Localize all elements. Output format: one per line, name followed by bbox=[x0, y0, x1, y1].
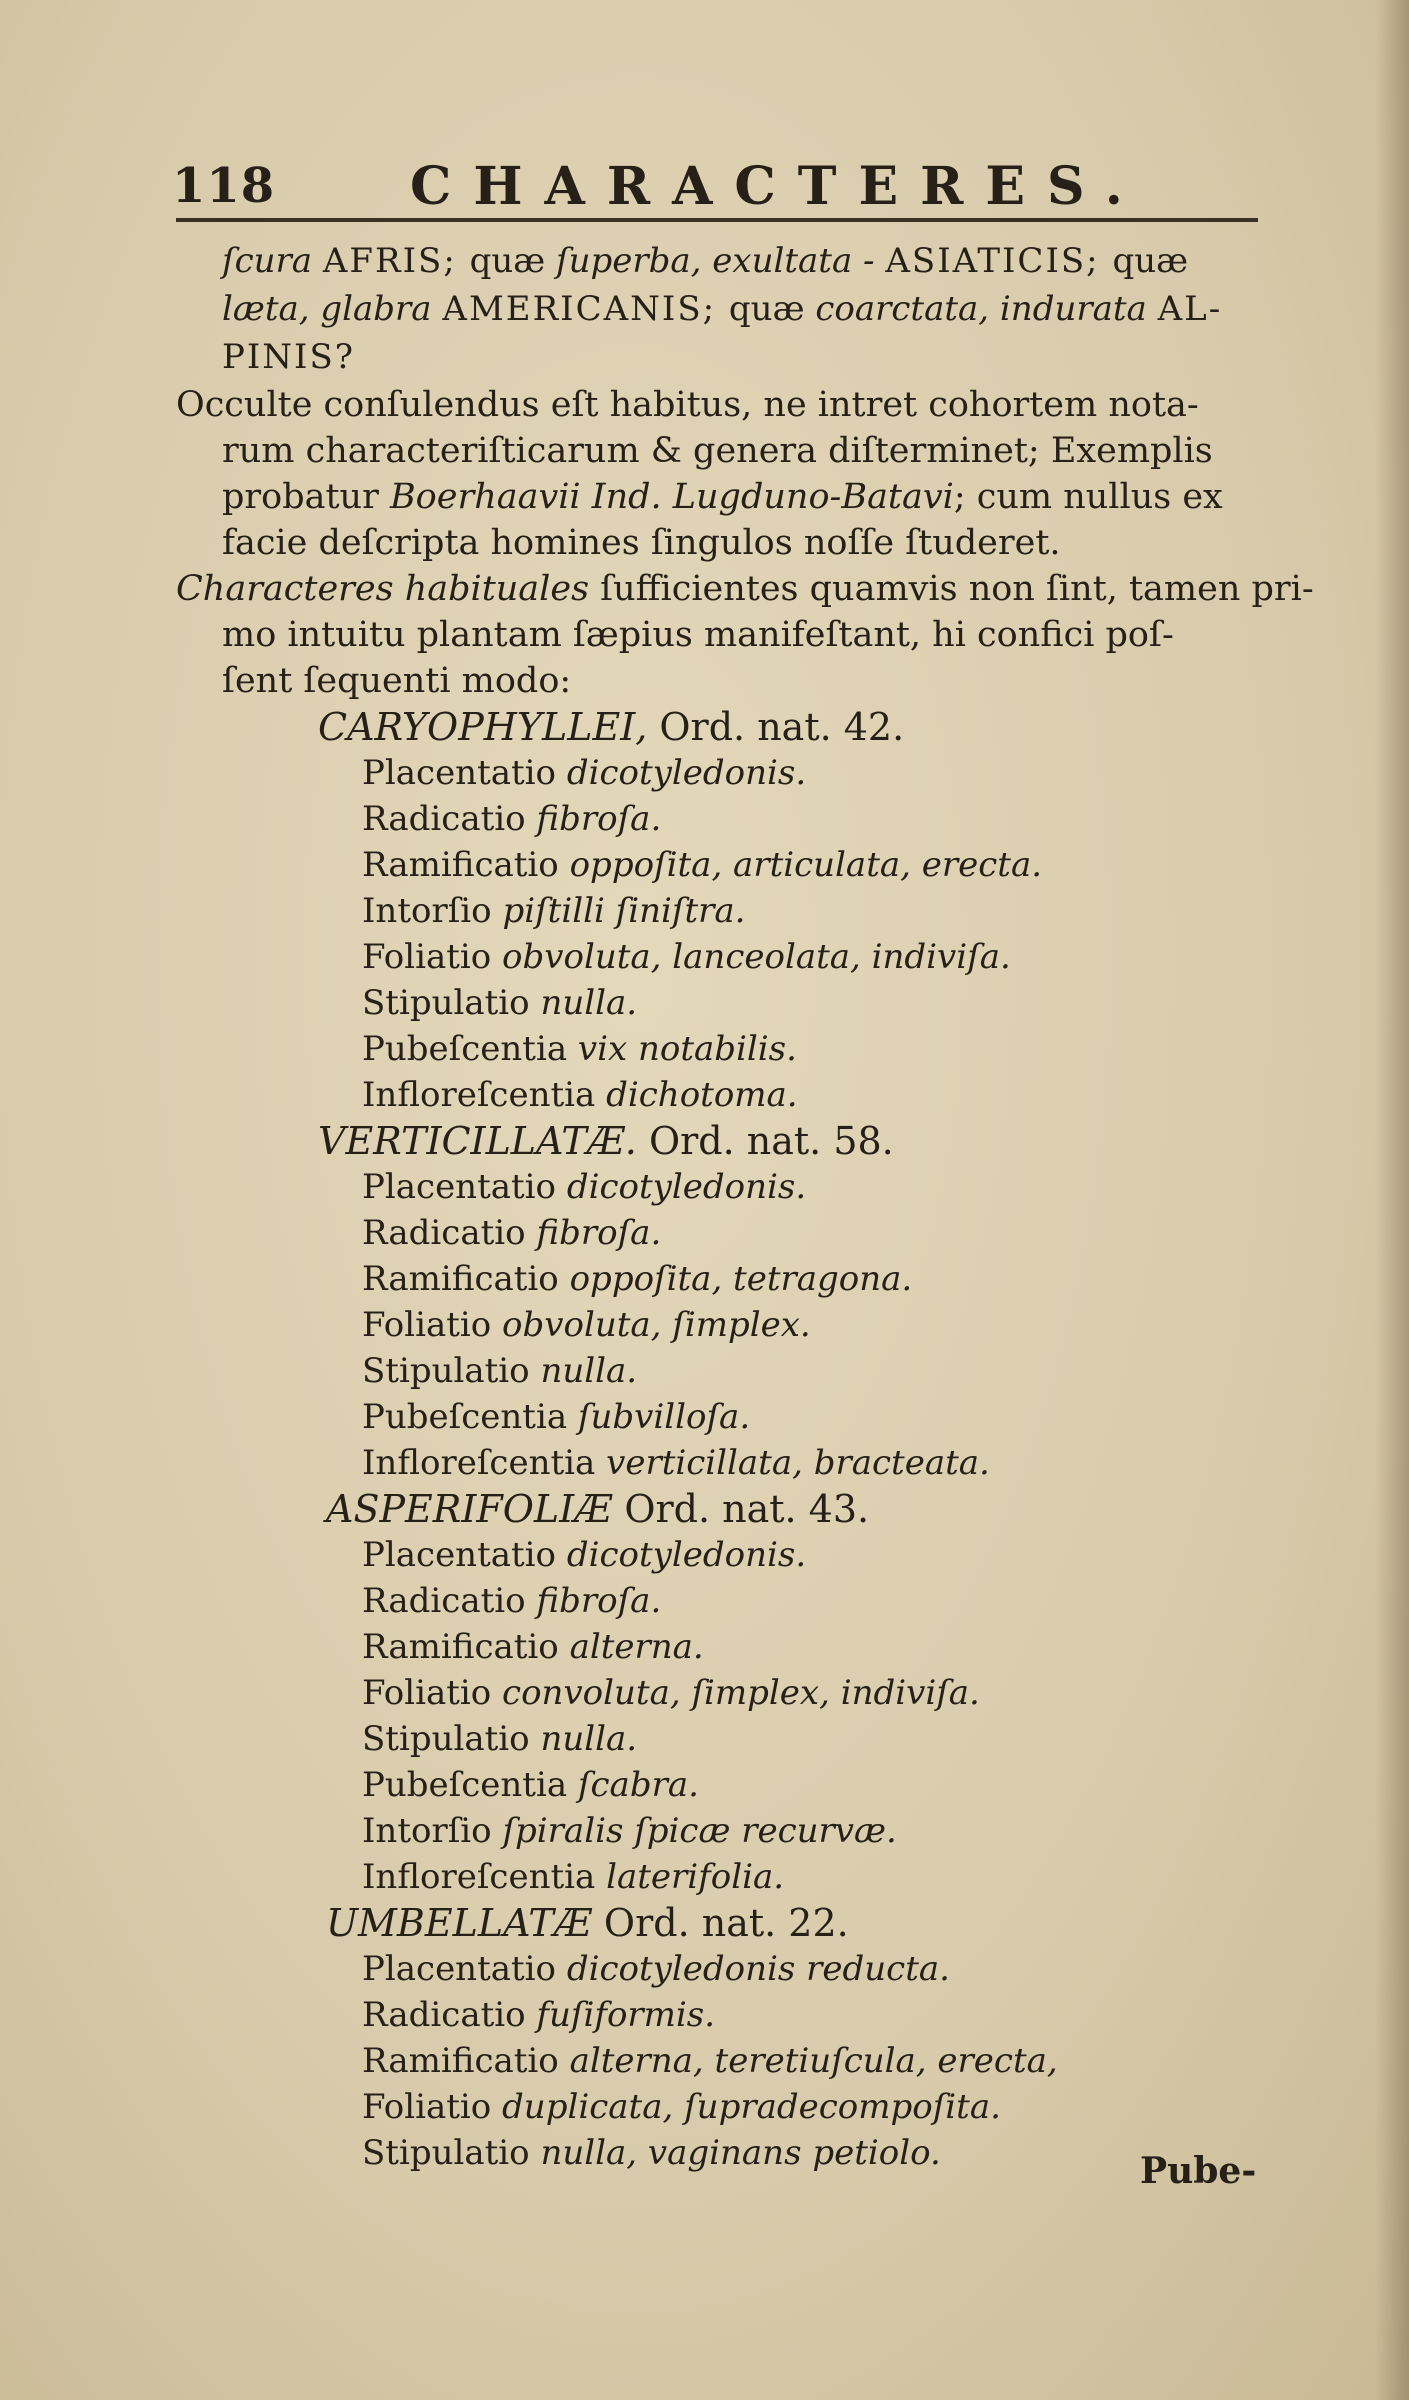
paragraph-1-line: Occulte conſulendus eſt habitus, ne intret cohortem nota- bbox=[176, 385, 1199, 425]
catchword: Pube- bbox=[1140, 2150, 1257, 2192]
trait-line: Pubeſcentia ſcabra. bbox=[362, 1765, 699, 1805]
trait-line: Foliatio duplicata, ſupradecompoſita. bbox=[362, 2087, 1001, 2127]
trait-line: Foliatio convoluta, ſimplex, indiviſa. bbox=[362, 1673, 980, 1713]
trait-line: Placentatio dicotyledonis. bbox=[362, 753, 807, 793]
trait-line: Foliatio obvoluta, lanceolata, indiviſa. bbox=[362, 937, 1011, 977]
trait-line: Stipulatio nulla. bbox=[362, 1719, 638, 1759]
header-rule bbox=[176, 218, 1258, 222]
trait-line: Ramificatio alterna. bbox=[362, 1627, 704, 1667]
trait-line: Intorſio ſpiralis ſpicæ recurvæ. bbox=[362, 1811, 897, 1851]
paragraph-1-line: facie deſcripta homines ſingulos noſſe ſtuderet. bbox=[222, 523, 1061, 563]
trait-line: Radicatio fibroſa. bbox=[362, 1581, 662, 1621]
paragraph-2-line: Characteres habituales ſufficientes quamvis non ſint, tamen pri- bbox=[176, 569, 1314, 609]
trait-line: Ramificatio oppoſita, tetragona. bbox=[362, 1259, 913, 1299]
trait-line: Infloreſcentia verticillata, bracteata. bbox=[362, 1443, 990, 1483]
page-number: 118 bbox=[172, 158, 276, 214]
paragraph-1-line: probatur Boerhaavii Ind. Lugduno-Batavi; cum nullus ex bbox=[222, 477, 1223, 517]
trait-line: Radicatio fuſiformis. bbox=[362, 1995, 716, 2035]
trait-line: Stipulatio nulla, vaginans petiolo. bbox=[362, 2133, 941, 2173]
paragraph-2-line: ſent ſequenti modo: bbox=[222, 661, 572, 701]
trait-line: Radicatio fibroſa. bbox=[362, 799, 662, 839]
trait-line: Placentatio dicotyledonis. bbox=[362, 1167, 807, 1207]
order-heading: ASPERIFOLIÆ Ord. nat. 43. bbox=[326, 1487, 870, 1531]
text-line: læta, glabra AMERICANIS; quæ coarctata, indurata AL- bbox=[222, 289, 1223, 329]
trait-line: Intorſio piſtilli ſiniſtra. bbox=[362, 891, 746, 931]
text-line: PINIS? bbox=[222, 337, 356, 377]
running-title: CHARACTERES. bbox=[410, 156, 1145, 217]
paragraph-2-line: mo intuitu plantam ſæpius manifeſtant, hi confici poſ- bbox=[222, 615, 1174, 655]
text-line: ſcura AFRIS; quæ ſuperba, exultata - ASIATICIS; quæ bbox=[222, 241, 1189, 281]
order-heading: UMBELLATÆ Ord. nat. 22. bbox=[326, 1901, 849, 1945]
page-edge-shadow bbox=[1375, 0, 1409, 2400]
trait-line: Pubeſcentia vix notabilis. bbox=[362, 1029, 797, 1069]
trait-line: Stipulatio nulla. bbox=[362, 1351, 638, 1391]
trait-line: Ramificatio oppoſita, articulata, erecta. bbox=[362, 845, 1043, 885]
trait-line: Infloreſcentia dichotoma. bbox=[362, 1075, 798, 1115]
trait-line: Infloreſcentia laterifolia. bbox=[362, 1857, 785, 1897]
trait-line: Ramificatio alterna, teretiuſcula, erecta, bbox=[362, 2041, 1058, 2081]
trait-line: Pubeſcentia ſubvilloſa. bbox=[362, 1397, 751, 1437]
trait-line: Foliatio obvoluta, ſimplex. bbox=[362, 1305, 811, 1345]
paragraph-1-line: rum characteriſticarum & genera diſterminet; Exemplis bbox=[222, 431, 1213, 471]
page-header bbox=[0, 150, 1409, 220]
trait-line: Placentatio dicotyledonis. bbox=[362, 1535, 807, 1575]
order-heading: VERTICILLATÆ. Ord. nat. 58. bbox=[318, 1119, 894, 1163]
trait-line: Radicatio fibroſa. bbox=[362, 1213, 662, 1253]
trait-line: Placentatio dicotyledonis reducta. bbox=[362, 1949, 950, 1989]
order-heading: CARYOPHYLLEI, Ord. nat. 42. bbox=[318, 705, 905, 749]
trait-line: Stipulatio nulla. bbox=[362, 983, 638, 1023]
